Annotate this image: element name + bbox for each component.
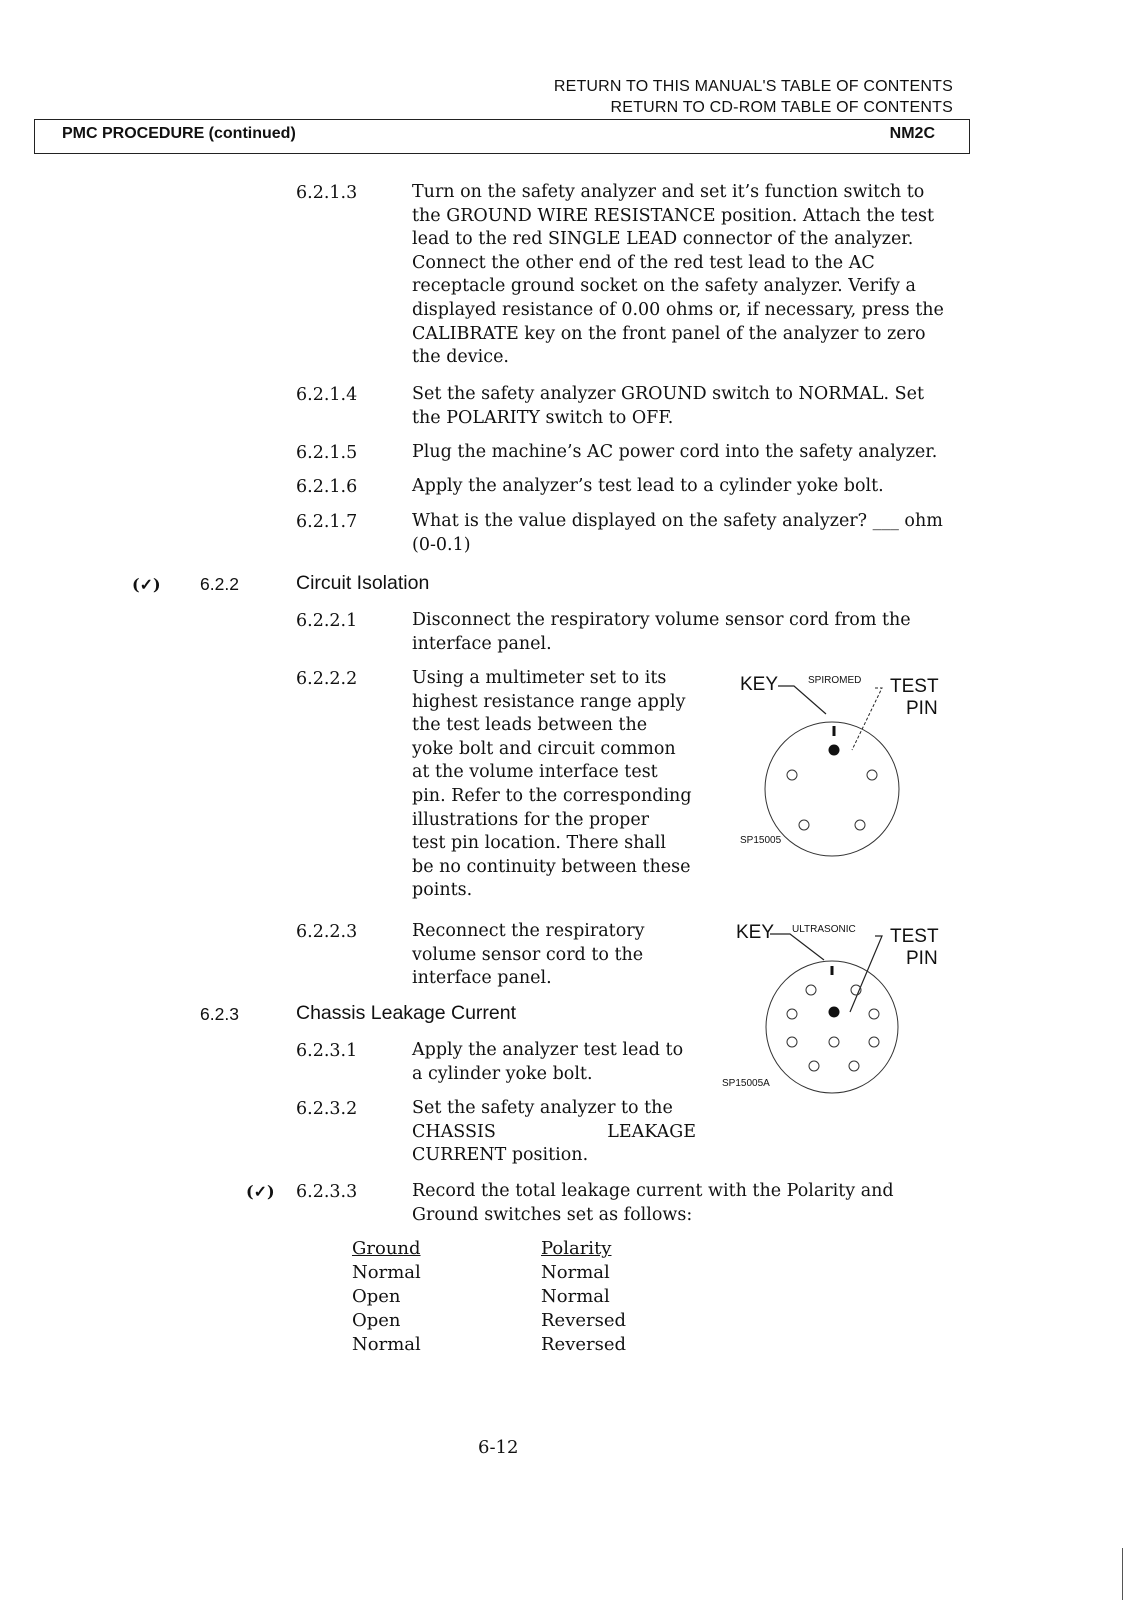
ground-column [352,1237,421,1357]
test-pin [829,1007,840,1018]
text-line: points. [412,880,473,901]
margin-mark [1122,1548,1123,1600]
figure-code: SP15005 [740,835,782,846]
text-line: Using a multimeter set to its [412,668,667,688]
text-line: Plug the machine’s AC power cord into the safety analyzer. [412,442,938,462]
text-line: Apply the analyzer test lead to [412,1040,684,1060]
step-text-6-2-2-3 [412,920,696,991]
step-number: 6.2.2.3 [296,922,358,942]
text-line: (0-0.1) [412,534,471,555]
text-line: What is the value displayed on the safety analyzer? ___ ohm [412,511,943,531]
connector-pin [867,770,877,780]
text-line: the test leads between the [412,715,648,736]
text-line: pin. Refer to the corresponding [412,785,692,806]
polarity-column [541,1237,626,1357]
ground-cell: Normal [352,1334,421,1355]
text-line: Set the safety analyzer GROUND switch to NORMAL. Set [412,384,925,404]
step-number: 6.2.3.2 [296,1099,358,1119]
text-line: test pin location. There shall [412,833,666,854]
critical-check-mark: (✓) [246,1182,275,1201]
text-line: be no continuity between these [412,856,691,877]
test-pin-leader-line [850,936,882,1012]
page-number: 6-12 [478,1437,519,1458]
text-line: the POLARITY switch to OFF. [412,407,674,428]
test-label: TEST [890,676,939,697]
connector-pin [849,1061,859,1071]
test-pin-leader-line [852,688,882,750]
cdrom-toc-link[interactable]: RETURN TO CD-ROM TABLE OF CONTENTS [610,99,953,116]
ground-cell: Normal [352,1262,421,1283]
connector-name-label: ULTRASONIC [792,924,856,935]
step-number: 6.2.1.4 [296,385,358,405]
text-line: Apply the analyzer’s test lead to a cylinder yoke bolt. [412,476,884,496]
text-line: Ground switches set as follows: [412,1204,693,1225]
connector-pin [809,1061,819,1071]
key-leader-line [778,686,826,714]
text-line: a cylinder yoke bolt. [412,1063,593,1084]
step-text-6-2-2-1 [412,609,972,656]
connector-body [766,961,898,1093]
text-line: volume sensor cord to the [412,944,644,965]
step-text-6-2-3-3 [412,1180,972,1227]
header-bottom-rule [34,153,970,154]
step-number: 6.2.1.7 [296,512,358,532]
step-number: 6.2.3.1 [296,1041,358,1061]
connector-pin [799,820,809,830]
step-text-6-2-3-1 [412,1039,696,1086]
text-line: Set the safety analyzer to the [412,1098,673,1118]
ground-cell: Open [352,1310,401,1331]
text-line: Disconnect the respiratory volume sensor cord from the [412,610,911,630]
text-line: Connect the other end of the red test lead to the AC [412,252,875,273]
step-text-6-2-1-3 [412,181,972,370]
step-number: 6.2.2.1 [296,611,358,631]
key-label: KEY [740,674,779,695]
step-number: 6.2.1.5 [296,443,358,463]
section-title-chassis-leakage: Chassis Leakage Current [296,1002,517,1024]
connector-pin [787,770,797,780]
section-title-circuit-isolation: Circuit Isolation [296,572,430,594]
text-line: illustrations for the proper [412,809,650,830]
pin-label: PIN [906,948,938,969]
text-line: Record the total leakage current with the Polarity and [412,1181,894,1201]
connector-pin [806,985,816,995]
polarity-cell: Reversed [541,1334,627,1355]
ground-header: Ground [352,1238,421,1259]
page-title: PMC PROCEDURE (continued) [62,125,296,142]
step-text-6-2-2-2 [412,667,696,903]
text-line: Turn on the safety analyzer and set it’s function switch to [412,182,925,202]
text-line: Reconnect the respiratory [412,921,645,941]
test-label: TEST [890,926,939,947]
connector-name-label: SPIROMED [808,675,862,686]
key-leader-line [770,934,824,960]
text-line: CALIBRATE key on the front panel of the analyzer to zero [412,323,926,344]
text-line: the GROUND WIRE RESISTANCE position. Attach the test [412,205,934,226]
key-label: KEY [736,922,775,943]
connector-pin [787,1009,797,1019]
text-line: CURRENT position. [412,1145,589,1166]
polarity-cell: Reversed [541,1310,627,1331]
connector-pin [829,1037,839,1047]
step-text-6-2-1-6 [412,475,972,499]
text-line: at the volume interface test [412,762,658,783]
critical-check-mark: (✓) [132,575,161,594]
step-number: 6.2.3.3 [296,1182,358,1202]
step-number: 6.2.1.3 [296,183,358,203]
step-text-6-2-1-5 [412,441,972,465]
text-line: interface panel. [412,968,552,989]
manual-toc-link[interactable]: RETURN TO THIS MANUAL'S TABLE OF CONTENTS [553,78,953,95]
test-pin [829,745,840,756]
step-number: 6.2.2.2 [296,669,358,689]
section-number: 6.2.2 [200,574,239,594]
section-number: 6.2.3 [200,1004,239,1024]
pin-label: PIN [906,698,938,719]
text-line: highest resistance range apply [412,691,686,712]
step-text-6-2-1-4 [412,383,972,430]
step-text-6-2-1-7 [412,510,972,557]
connector-pin [869,1009,879,1019]
text-line: displayed resistance of 0.00 ohms or, if necessary, press the [412,299,944,320]
document-code: NM2C [889,125,935,142]
polarity-cell: Normal [541,1286,610,1307]
polarity-cell: Normal [541,1262,610,1283]
connector-pin [855,820,865,830]
ultrasonic-connector-diagram [722,912,970,1122]
text-line: the device. [412,347,509,368]
polarity-header: Polarity [541,1238,612,1259]
figure-code: SP15005A [722,1078,770,1089]
ground-cell: Open [352,1286,401,1307]
text-line: yoke bolt and circuit common [412,738,676,759]
text-line: CHASSIS LEAKAGE [412,1121,696,1142]
connector-pin [787,1037,797,1047]
text-line: lead to the red SINGLE LEAD connector of the analyzer. [412,229,914,250]
text-line: receptacle ground socket on the safety analyzer. Verify a [412,276,916,297]
connector-pin [869,1037,879,1047]
connector-body [765,722,899,856]
step-text-6-2-3-2 [412,1097,696,1168]
step-number: 6.2.1.6 [296,477,358,497]
spiromed-connector-diagram [730,666,970,876]
text-line: interface panel. [412,633,552,654]
